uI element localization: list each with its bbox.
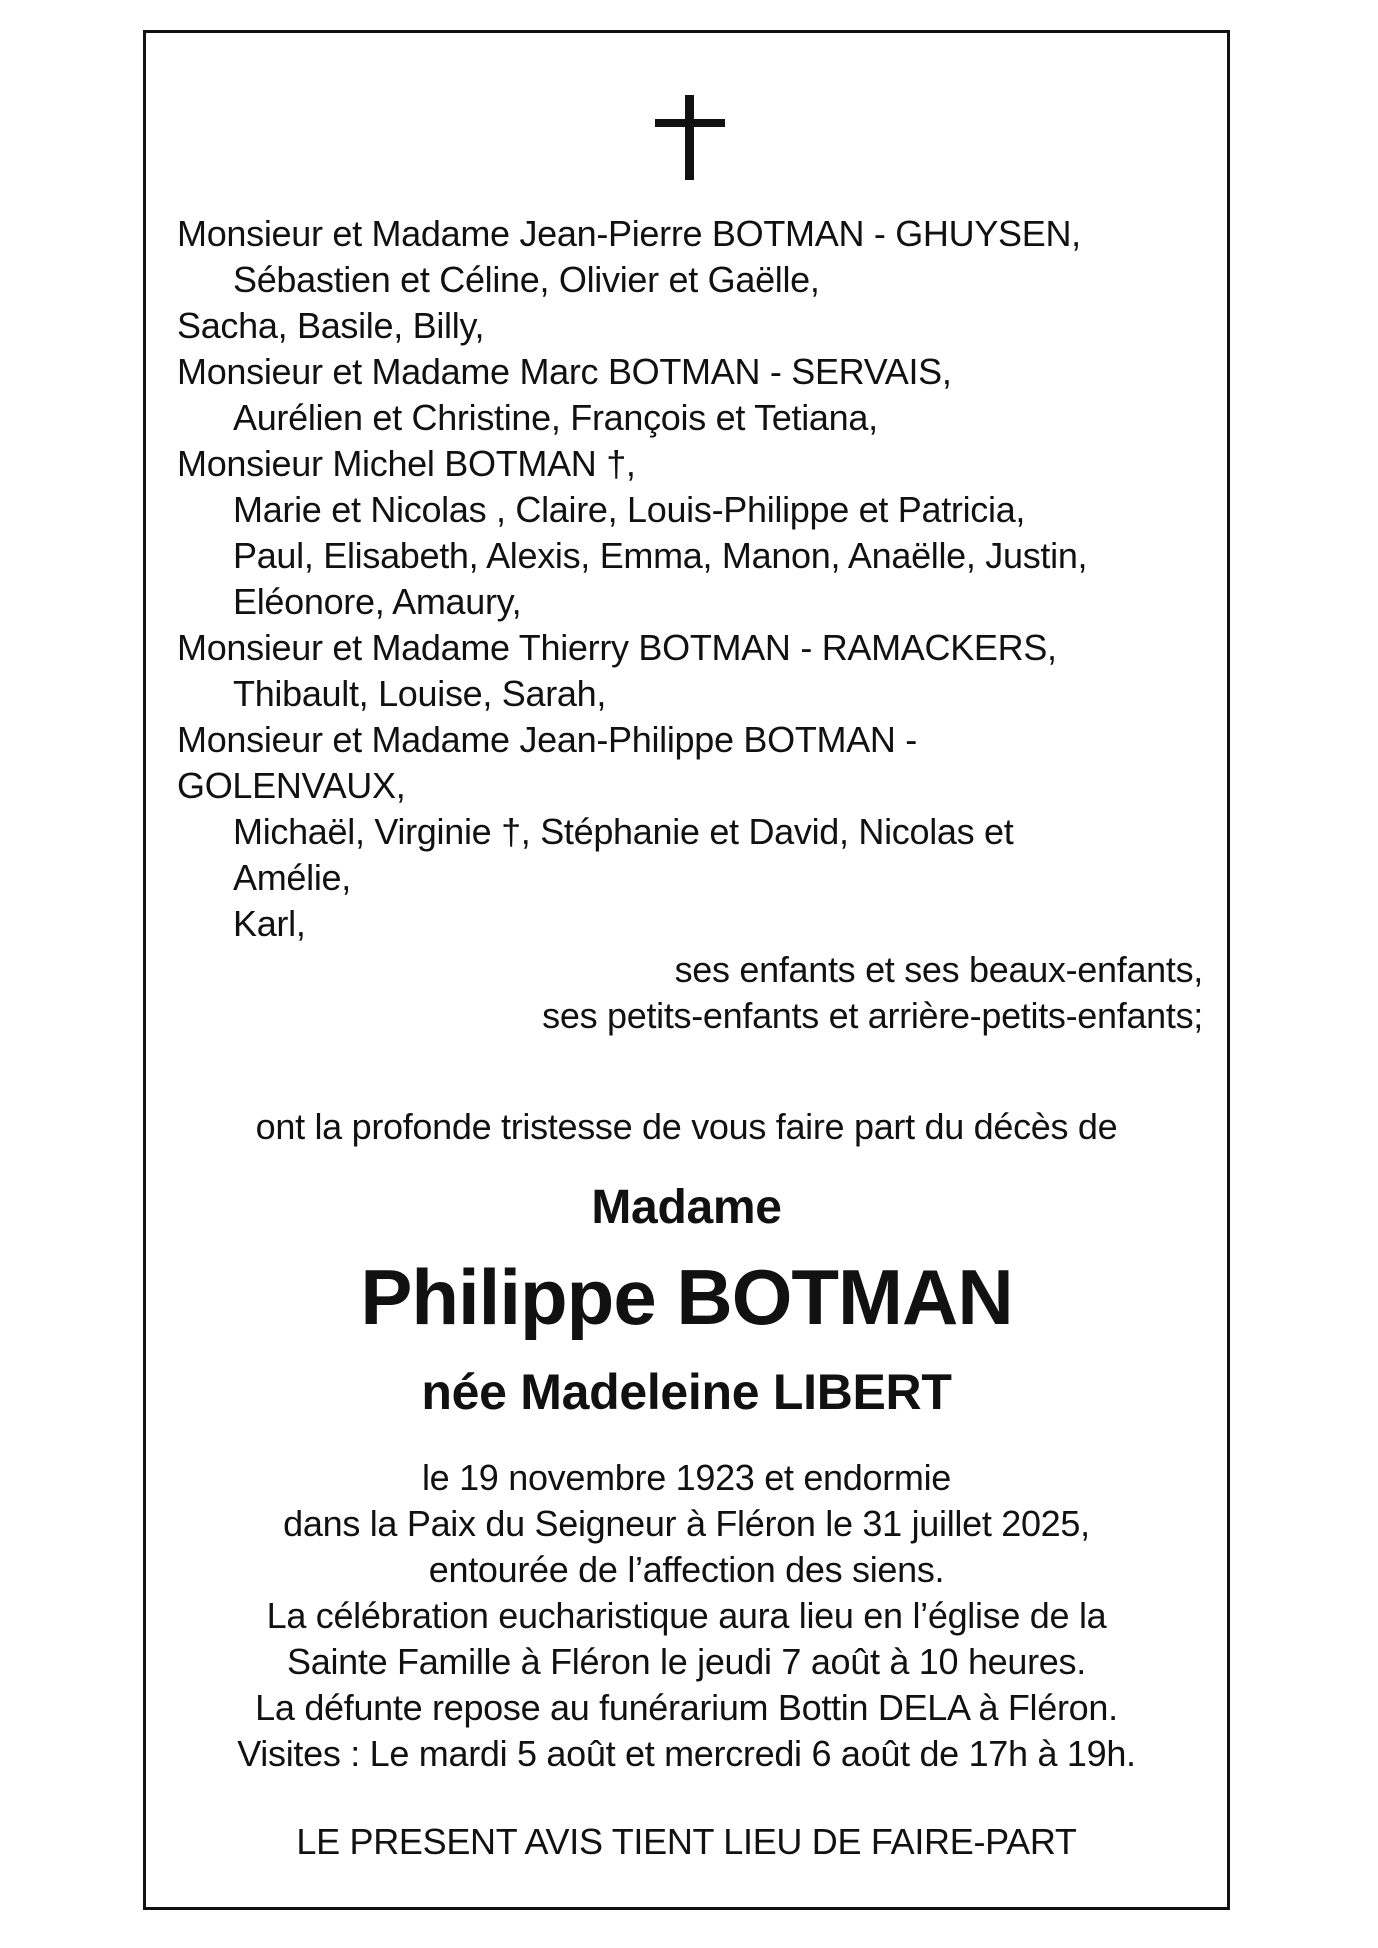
family-line: Michaël, Virginie †, Stéphanie et David, Nicolas et xyxy=(233,811,1014,852)
family-line: Monsieur et Madame Jean-Pierre BOTMAN - GHUYSEN, xyxy=(177,213,1081,254)
family-line: Thibault, Louise, Sarah, xyxy=(233,673,607,714)
detail-line: La célébration eucharistique aura lieu en l’église de la xyxy=(266,1595,1107,1636)
family-line: Monsieur Michel BOTMAN †, xyxy=(177,443,636,484)
family-line: Monsieur et Madame Thierry BOTMAN - RAMACKERS, xyxy=(177,627,1057,668)
deceased-title: Madame xyxy=(591,1181,782,1234)
family-line: Monsieur et Madame Jean-Philippe BOTMAN - xyxy=(177,719,917,760)
detail-line: La défunte repose au funérarium Bottin DELA à Fléron. xyxy=(255,1687,1118,1728)
family-line: Amélie, xyxy=(233,857,351,898)
footer-notice: LE PRESENT AVIS TIENT LIEU DE FAIRE-PART xyxy=(296,1821,1077,1862)
detail-line: Sainte Famille à Fléron le jeudi 7 août à 10 heures. xyxy=(287,1641,1086,1682)
announcement-text: ont la profonde tristesse de vous faire part du décès de xyxy=(255,1106,1118,1147)
family-line: Sacha, Basile, Billy, xyxy=(177,305,485,346)
cross-icon xyxy=(655,95,725,180)
family-line: Marie et Nicolas , Claire, Louis-Philippe et Patricia, xyxy=(233,489,1026,530)
family-line: Karl, xyxy=(233,903,306,944)
detail-line: le 19 novembre 1923 et endormie xyxy=(421,1457,952,1498)
deceased-birth-name: née Madeleine LIBERT xyxy=(421,1364,952,1420)
detail-line: Visites : Le mardi 5 août et mercredi 6 août de 17h à 19h. xyxy=(237,1733,1136,1774)
family-line: GOLENVAUX, xyxy=(177,765,406,806)
relation-line: ses enfants et ses beaux-enfants, xyxy=(674,949,1203,990)
family-line: Aurélien et Christine, François et Tetiana, xyxy=(233,397,878,438)
detail-line: dans la Paix du Seigneur à Fléron le 31 juillet 2025, xyxy=(283,1503,1090,1544)
detail-line: entourée de l’affection des siens. xyxy=(428,1549,945,1590)
relation-line: ses petits-enfants et arrière-petits-enfants; xyxy=(542,995,1203,1036)
family-line: Sébastien et Céline, Olivier et Gaëlle, xyxy=(233,259,820,300)
family-line: Monsieur et Madame Marc BOTMAN - SERVAIS, xyxy=(177,351,952,392)
family-line: Paul, Elisabeth, Alexis, Emma, Manon, Anaëlle, Justin, xyxy=(233,535,1088,576)
deceased-name: Philippe BOTMAN xyxy=(360,1253,1013,1341)
family-line: Eléonore, Amaury, xyxy=(233,581,522,622)
